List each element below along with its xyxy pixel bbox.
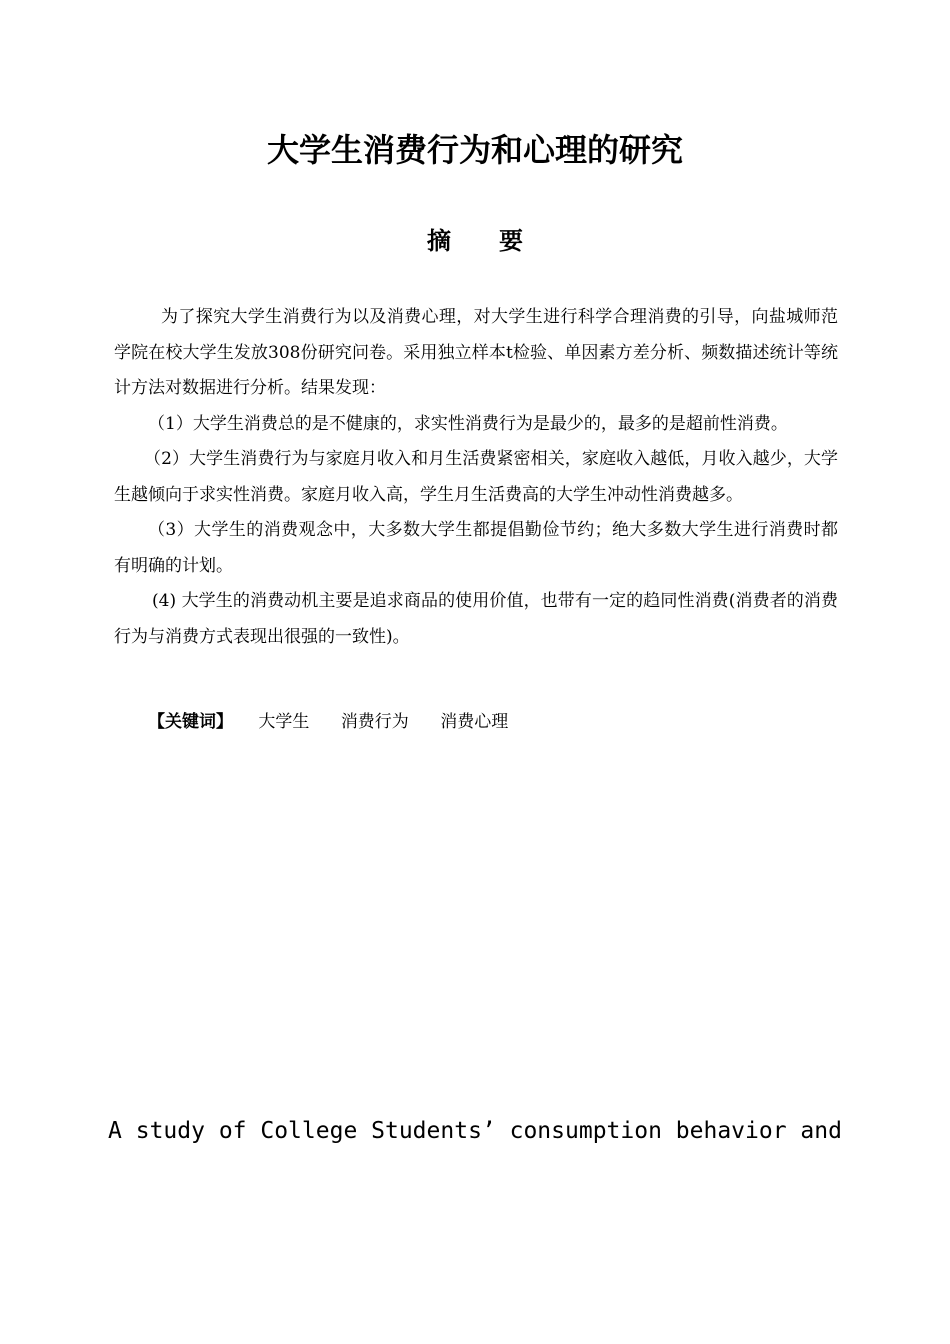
keyword-item: 大学生: [258, 712, 310, 732]
finding-2-paragraph: （2）大学生消费行为与家庭月收入和月生活费紧密相关，家庭收入越低，月收入越少，大学生越倾向于求实性消费。家庭月收入高，学生月生活费高的大学生冲动性消费越多。: [114, 449, 838, 505]
keywords-label: 【关键词】: [148, 712, 233, 732]
finding-3-paragraph: （3）大学生的消费观念中，大多数大学生都提倡勤俭节约；绝大多数大学生进行消费时都有明确的计划。: [114, 520, 838, 576]
finding-1-paragraph: （1）大学生消费总的是不健康的，求实性消费行为是最少的，最多的是超前性消费。: [148, 413, 788, 434]
keyword-item: 消费心理: [440, 712, 509, 732]
abstract-intro-paragraph: 为了探究大学生消费行为以及消费心理，对大学生进行科学合理消费的引导，向盐城师范学院在校大学生发放308份研究问卷。采用独立样本t检验、单因素方差分析、频数描述统计等统计方法对数据进行分析。结果发现：: [114, 307, 838, 398]
finding-4-paragraph: (4) 大学生的消费动机主要是追求商品的使用价值，也带有一定的趋同性消费(消费者的消费行为与消费方式表现出很强的一致性)。: [114, 591, 838, 647]
abstract-body: [114, 300, 838, 655]
english-title: A study of College Students’ consumption behavior and: [108, 1118, 842, 1144]
abstract-heading: 摘要: [427, 227, 571, 255]
keywords-line: [148, 704, 534, 740]
keyword-item: 消费行为: [340, 712, 409, 732]
page-title: 大学生消费行为和心理的研究: [266, 131, 683, 169]
